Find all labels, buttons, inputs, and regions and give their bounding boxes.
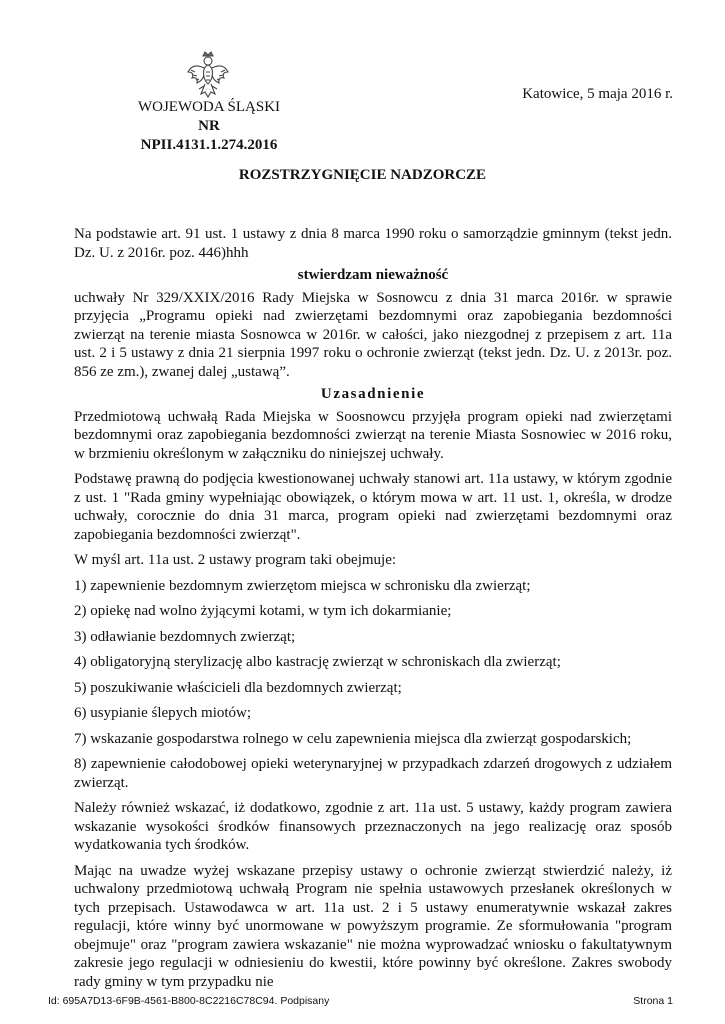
justification-heading: Uzasadnienie [320,386,426,402]
list-item: 5) poszukiwanie właścicieli dla bezdomnych zwierząt; [74,679,402,696]
document-id: Id: 695A7D13-6F9B-4561-B800-8C2216C78C94. Podpisany [48,995,330,1007]
document-title: ROZSTRZYGNIĘCIE NADZORCZE [238,167,487,183]
list-item: 8) zapewnienie całodobowej opieki weterynaryjnej w przypadkach zdarzeń drogowych z udziałem zwierząt. [74,756,672,791]
list-item: 2) opiekę nad wolno żyjącymi kotami, w tym ich dokarmianie; [74,603,452,619]
paragraph-4: Należy również wskazać, iż dodatkowo, zgodnie z art. 11a ust. 5 ustawy, każdy program zawiera wskazanie wysokości środków finansowych przeznaczonych na jego realizację oraz sposób wydatkowania tych środków. [74,800,672,853]
page-footer [48,995,673,1007]
list-item: 3) odławianie bezdomnych zwierząt; [74,628,296,645]
paragraph-5: Mając na uwadze wyżej wskazane przepisy ustawy o ochronie zwierząt stwierdzić należy, iż uchwalony przedmiotową uchwałą Program nie spełnia ustawowych przesłanek określonych w tych przepisach. Ustawodawca w art. 11a ust. 2 i 5 ustawy enumeratywnie wskazał zakres regulacji, które winny być unormowane w powyższym programie. Ze sformułowania "program obejmuje" oraz "program zawiera wskazanie" nie można wyprowadzać wniosku o fakultatywnym zakresie jego regulacji w odniesieniu do kwestii, które powinny być określone. Zakres swobody rady gminy w tym przypadku nie [74,862,672,990]
office-name: WOJEWODA ŚLĄSKI [137,99,281,115]
list-item: 7) wskazanie gospodarstwa rolnego w celu zapewnienia miejsca dla zwierząt gospodarskich; [74,730,632,747]
intro-text: Na podstawie art. 91 ust. 1 ustawy z dnia 8 marca 1990 roku o samorządzie gminnym (tekst jedn. Dz. U. z 2016r. poz. 446)hhh [74,226,672,261]
program-scope-list [74,577,672,793]
page-number: Strona 1 [633,995,673,1007]
list-item: 4) obligatoryjną sterylizację albo kastrację zwierząt w schroniskach dla zwierząt; [74,654,561,670]
document-body [74,225,672,991]
paragraph-3: W myśl art. 11a ust. 2 ustawy program taki obejmuje: [74,552,397,568]
issuing-authority [134,98,284,155]
case-number: NR NPII.4131.1.274.2016 [140,118,278,153]
polish-eagle-emblem-icon [186,50,230,100]
paragraph-2: Podstawę prawną do podjęcia kwestionowanej uchwały stanowi art. 11a ustawy, w którym zgodnie z ust. 1 "Rada gminy wypełniając obowiązek, o którym mowa w art. 11 ust. 1, określa, w drodze uchwały, corocznie do dnia 31 marca, program opieki nad zwierzętami bezdomnymi oraz zapobiegania bezdomności zwierząt". [74,471,672,543]
declaration-heading: stwierdzam nieważność [297,267,449,283]
place-and-date: Katowice, 5 maja 2016 r. [522,86,673,102]
paragraph-1: Przedmiotową uchwałą Rada Miejska w Soosnowcu przyjęła program opieki nad zwierzętami bezdomnymi oraz zapobiegania bezdomności zwierząt na terenie Miasta Sosnowiec w 2016 roku, w brzmieniu określonym w załączniku do niniejszej uchwały. [74,408,672,462]
decision-paragraph: uchwały Nr 329/XXIX/2016 Rady Miejska w Sosnowcu z dnia 31 marca 2016r. w sprawie przyjęcia „Programu opieki nad zwierzętami bezdomnymi oraz zapobiegania bezdomności zwierząt na terenie miasta Sosnowca w 2016r. w całości, jako niezgodnej z przepisem z art. 11a ust. 2 i 5 ustawy z dnia 21 sierpnia 1997 roku o ochronie zwierząt (tekst jedn. Dz. U. z 2013r. poz. 856 ze zm.), zwanej dalej „ustawą”. [74,289,672,380]
intro-paragraph [74,225,672,262]
list-item: 6) usypianie ślepych miotów; [74,705,252,721]
list-item: 1) zapewnienie bezdomnym zwierzętom miejsca w schronisku dla zwierząt; [74,577,531,594]
